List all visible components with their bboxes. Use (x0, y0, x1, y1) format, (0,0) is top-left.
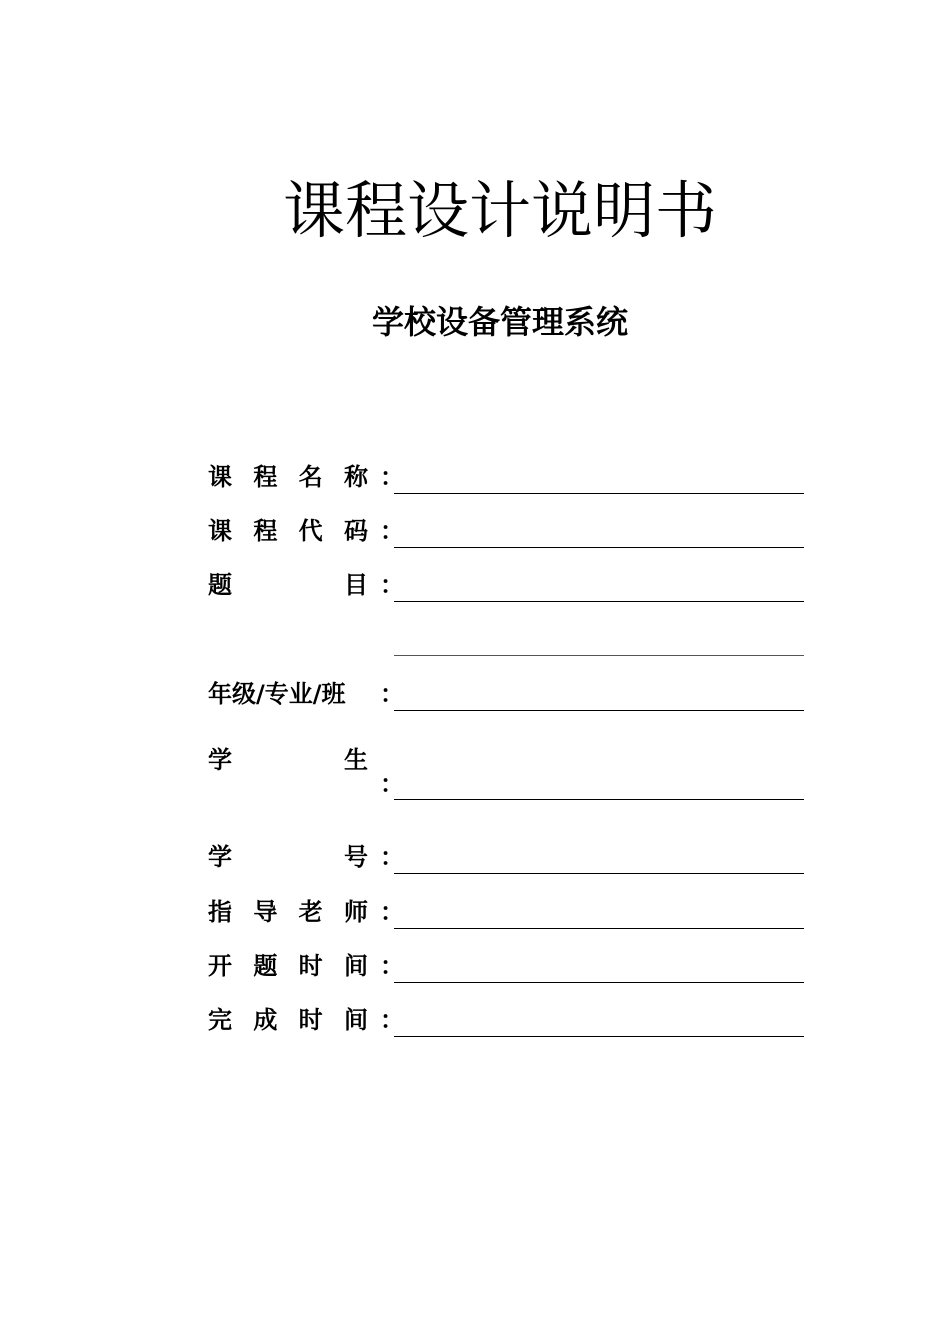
label-completion-date: 完 成 时 间 (208, 1006, 368, 1034)
label-student-id: 学 号 (208, 843, 368, 871)
colon: ： (380, 952, 404, 980)
label-proposal-date: 开 题 时 间 (208, 952, 368, 980)
colon: ： (380, 463, 404, 491)
label-grade-major-class: 年级/专业/班 (208, 680, 346, 708)
label-topic: 题 目 (208, 571, 368, 599)
label-advisor: 指 导 老 师 (208, 898, 368, 926)
course-code-blank-line (394, 547, 804, 548)
label-course-name: 课 程 名 称 (208, 463, 368, 491)
colon: ： (380, 680, 404, 708)
document-title: 课程设计说明书 (282, 174, 717, 247)
proposal-date-blank-line (394, 982, 804, 983)
student-id-blank-line (394, 873, 804, 874)
completion-date-blank-line (394, 1036, 804, 1037)
colon: ： (380, 571, 404, 599)
advisor-blank-line (394, 928, 804, 929)
colon: ： (380, 843, 404, 871)
topic-blank-line-2 (394, 655, 804, 656)
label-student: 学 生 (208, 746, 368, 774)
colon: ： (380, 1006, 404, 1034)
colon: ： (380, 517, 404, 545)
colon: ： (380, 770, 404, 798)
topic-blank-line (394, 601, 804, 602)
student-blank-line (394, 799, 804, 800)
grade-major-class-blank-line (394, 710, 804, 711)
label-course-code: 课 程 代 码 (208, 517, 368, 545)
colon: ： (380, 898, 404, 926)
document-subtitle: 学校设备管理系统 (371, 303, 628, 341)
course-name-blank-line (394, 493, 804, 494)
